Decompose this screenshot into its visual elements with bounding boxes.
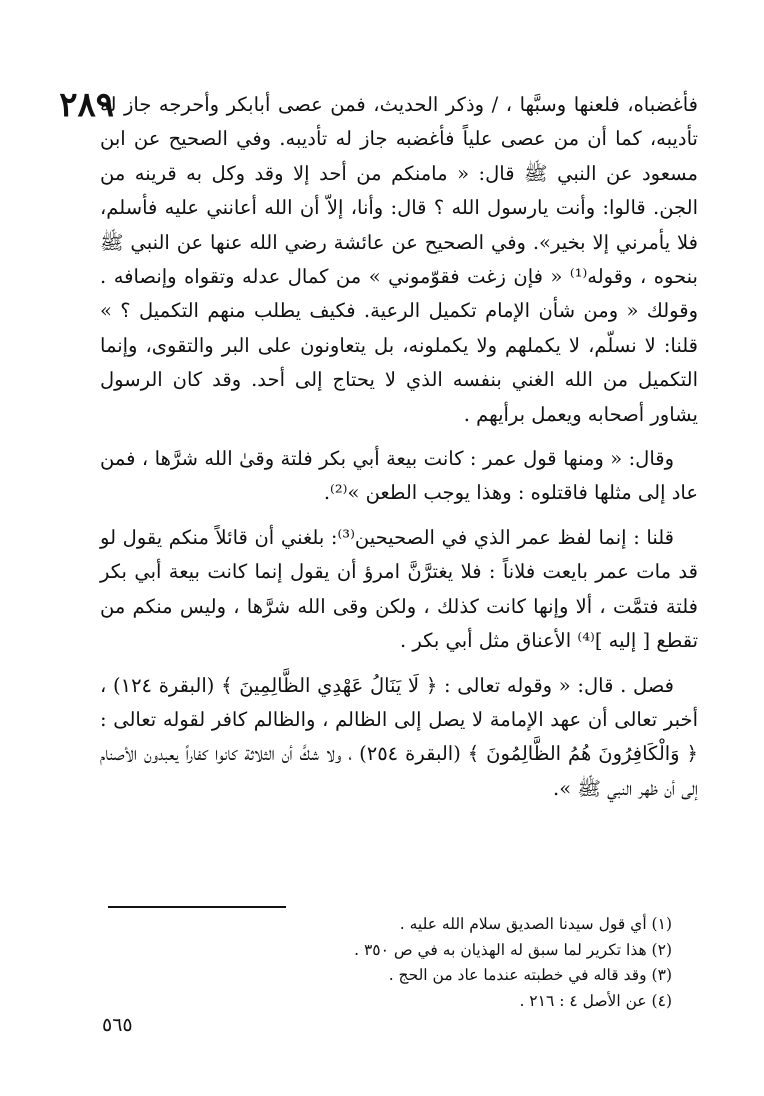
footnotes [112,912,672,1014]
paragraph-3: قلنا : إنما لفظ عمر الذي في الصحيحين⁽³⁾: بلغني أن قائلاً منكم يقول لو قد مات عمر بايعت فلاناً : فلا يغترَّنَّ امرؤ أن يقول إنما كانت بيعة أبي بكر فلتة فتمَّت ، ألا وإنها كانت كذلك ، ولكن وقى الله شرَّها ، وليس منكم من تقطع [ إليه ]⁽⁴⁾ الأعناق مثل أبي بكر . [100,525,698,653]
paragraph-1: فأغضباه، فلعنها وسبَّها ، / وذكر الحديث، فمن عصى أبابكر وأحرجه جاز له تأديبه، كما أن من عصى علياً فأغضبه جاز له تأديبه. وفي الصحيح عن ابن مسعود عن النبي ﷺ قال: « مامنكم من أحد إلا وقد وكل به قرينه من الجن. قالوا: وأنت يارسول الله ؟ قال: وأنا، إلاّ أن الله أعانني عليه فأسلم، فلا يأمرني إلا بخير». وفي الصحيح عن عائشة رضي الله عنها عن النبي ﷺ بنحوه ، وقوله⁽¹⁾ « فإن زغت فقوّموني » من كمال عدله وتقواه وإنصافه . وقولك « ومن شأن الإمام تكميل الرعية. فكيف يطلب منهم التكميل ؟ » قلنا: لا نسلّم، لا يكملهم ولا يكملونه، بل يتعاونون على البر والتقوى، وإنما التكميل من الله الغني بنفسه الذي لا يحتاج إلى أحد. وقد كان الرسول يشاور أصحابه ويعمل برأيهم . [100,93,698,426]
margin-page-number: ٢٨٩ [59,85,114,125]
paragraph-4: فصل . قال: « وقوله تعالى : ﴿ لَا يَنَالُ عَهْدِي الظَّالِمِينَ ﴾ (البقرة ١٢٤) ، أخبر تعالى أن عهد الإمامة لا يصل إلى الظالم ، والظالم كافر لقوله تعالى : ﴿ وَالْكَافِرُونَ هُمُ الظَّالِمُونَ ﴾ (البقرة ٢٥٤) ، ولا شكَّ أن الثلاثة كانوا كفاراً يعبدون الأصنام إلى أن ظهر النبي ﷺ ». [100,673,698,800]
main-text [100,88,698,806]
footnote-separator [108,906,286,908]
footnote-2: (٢) هذا تكرير لما سبق له الهذيان به في ص ٣٥٠ . [354,940,672,959]
footnote-3: (٣) وقد قاله في خطبته عندما عاد من الحج . [388,966,672,984]
page-number: ٥٦٥ [102,1014,133,1036]
footnote-1: (١) أي قول سيدنا الصديق سلام الله عليه . [399,915,672,933]
footnote-4: (٤) عن الأصل ٤ : ٢١٦ . [519,991,672,1010]
paragraph-2: وقال: « ومنها قول عمر : كانت بيعة أبي بكر فلتة وقىٰ الله شرَّها ، فمن عاد إلى مثلها فاقتلوه : وهذا يوجب الطعن »⁽²⁾. [100,447,698,505]
